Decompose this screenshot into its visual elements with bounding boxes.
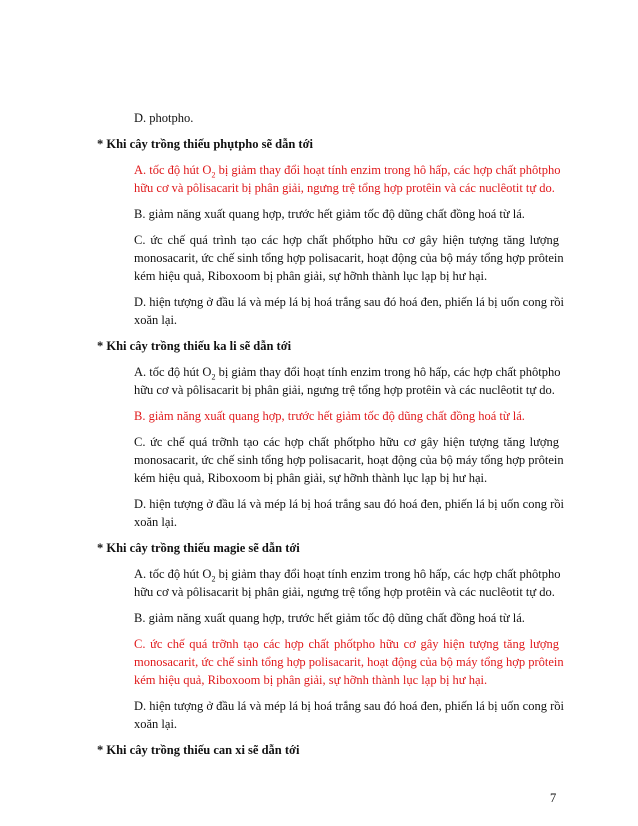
option-c-line2: monosacarit, ức chế sinh tổng hợp polisacarit, hoạt động của bộ máy tổng hợp prôtein xyxy=(134,453,564,467)
option-b: B. giảm năng xuất quang hợp, trước hết giảm tốc độ dũng chất đồng hoá từ lá. xyxy=(134,611,525,625)
option-c-line1: C. ức chế quá trỡnh tạo các hợp chất phốtpho hữu cơ gây hiện tượng tăng lượng xyxy=(134,435,559,449)
option-d-line1: D. hiện tượng ở đầu lá và mép lá bị hoá trắng sau đó hoá đen, phiến lá bị uốn cong rồi xyxy=(134,699,564,713)
option-c-line2: monosacarit, ức chế sinh tổng hợp polisacarit, hoạt động của bộ máy tổng hợp prôtein xyxy=(134,251,564,265)
option-d-line2: xoăn lại. xyxy=(134,717,178,731)
option-c-line3: kém hiệu quả, Riboxoom bị phân giải, sự hỡnh thành lục lạp bị hư hại. xyxy=(134,269,488,283)
option-a-line1: A. tốc độ hút $O_2$ bị giảm thay đổi hoạt tính enzim trong hô hấp, các hợp chất phôtpho xyxy=(134,365,561,382)
option-a-line2: hữu cơ và pôlisacarit bị phân giải, ngưng trệ tổng hợp protêin và các nuclêotit tự do. xyxy=(134,383,555,397)
question-magnesium: * Khi cây trồng thiếu magie sẽ dẫn tới xyxy=(97,541,300,555)
option-a-line2: hữu cơ và pôlisacarit bị phân giải, ngưng trệ tổng hợp protêin và các nuclêotit tự do. xyxy=(134,585,555,599)
option-c-line1: C. ức chế quá trình tạo các hợp chất phốtpho hữu cơ gây hiện tượng tăng lượng xyxy=(134,233,559,247)
option-d-line1: D. hiện tượng ở đầu lá và mép lá bị hoá trắng sau đó hoá đen, phiến lá bị uốn cong rồi xyxy=(134,497,564,511)
option-a-line1: A. tốc độ hút $O_2$ bị giảm thay đổi hoạt tính enzim trong hô hấp, các hợp chất phôtpho xyxy=(134,567,561,584)
page-number: 7 xyxy=(550,791,557,805)
option-c-line3: kém hiệu quả, Riboxoom bị phân giải, sự hỡnh thành lục lạp bị hư hại. xyxy=(134,471,488,485)
option-b: B. giảm năng xuất quang hợp, trước hết giảm tốc độ dũng chất đồng hoá từ lá. xyxy=(134,409,525,423)
option-c-line3: kém hiệu quả, Riboxoom bị phân giải, sự hỡnh thành lục lạp bị hư hại. xyxy=(134,673,488,687)
option-a-line1: A. tốc độ hút $O_2$ bị giảm thay đổi hoạt tính enzim trong hô hấp, các hợp chất phôtpho xyxy=(134,163,561,180)
option-c-line1: C. ức chế quá trỡnh tạo các hợp chất phốtpho hữu cơ gây hiện tượng tăng lượng xyxy=(134,637,559,651)
option-a-line2: hữu cơ và pôlisacarit bị phân giải, ngưng trệ tổng hợp protêin và các nuclêotit tự do. xyxy=(134,181,555,195)
option-b: B. giảm năng xuất quang hợp, trước hết giảm tốc độ dũng chất đồng hoá từ lá. xyxy=(134,207,525,221)
option-d-line1: D. hiện tượng ở đầu lá và mép lá bị hoá trắng sau đó hoá đen, phiến lá bị uốn cong rồi xyxy=(134,295,564,309)
option-c-line2: monosacarit, ức chế sinh tổng hợp polisacarit, hoạt động của bộ máy tổng hợp prôtein xyxy=(134,655,564,669)
option-d-line2: xoăn lại. xyxy=(134,515,178,529)
option-d-photpho: D. photpho. xyxy=(134,111,194,125)
option-d-line2: xoăn lại. xyxy=(134,313,178,327)
question-calcium: * Khi cây trồng thiếu can xi sẽ dẫn tới xyxy=(97,743,300,757)
question-potassium: * Khi cây trồng thiếu ka li sẽ dẫn tới xyxy=(97,339,292,353)
question-phosphorus: * Khi cây trồng thiếu phụtpho sẽ dẫn tới xyxy=(97,137,313,151)
